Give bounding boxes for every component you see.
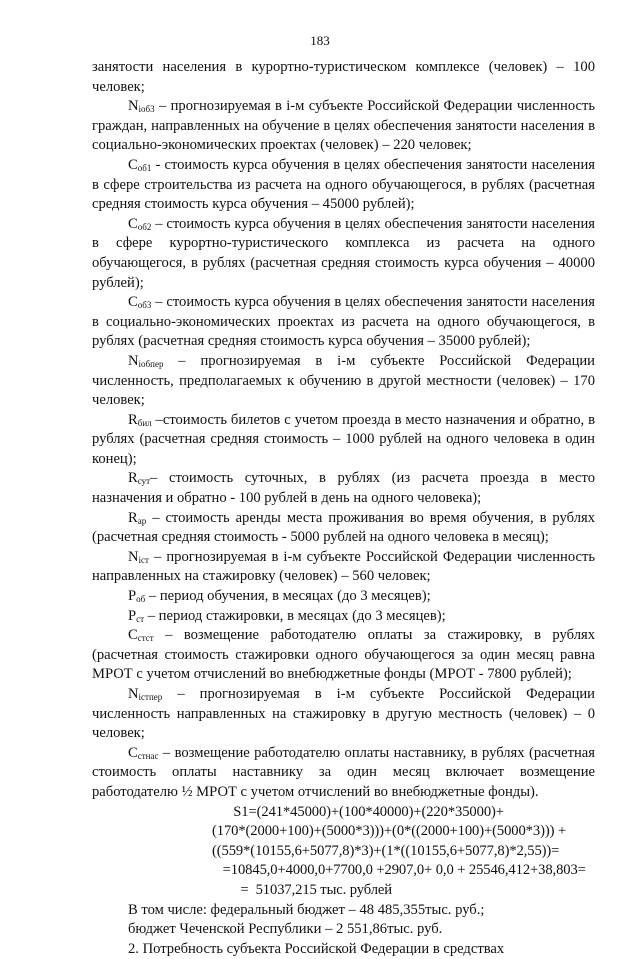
variable-subscript: iстпер: [138, 692, 163, 702]
definition-text: – период обучения, в месяцах (до 3 месяцев);: [145, 588, 431, 605]
definition-paragraph: [92, 607, 595, 627]
variable-subscript: стнас: [137, 750, 159, 761]
variable-subscript: бил: [137, 417, 152, 428]
definition-text: – прогнозируемая в i-м субъекте Российской Федерации численность, предполагаемых к обучению в другой местности (человек) – 170 человек;: [92, 352, 595, 409]
formula-line: ((559*(10155,6+5077,8)*3)+(1*((10155,6+5077,8)*2,55))=: [212, 842, 560, 859]
definition-paragraph: [92, 58, 595, 97]
variable-symbol: R: [128, 509, 138, 526]
definition-text: - стоимость курса обучения в целях обеспечения занятости населения в сфере строительства из расчета на одного обучающегося, в рублях (расчетная средняя стоимость курса обучения – 45000 рублей);: [92, 156, 595, 213]
definition-paragraph: [92, 744, 595, 803]
variable-symbol: N: [128, 98, 139, 115]
variable-subscript: oб1: [137, 162, 152, 173]
definition-paragraph: [92, 293, 595, 352]
definition-paragraph: [92, 97, 595, 156]
variable-subscript: стст: [137, 633, 154, 644]
final-paragraph: 2. Потребность субъекта Российской Федерации в средствах: [128, 940, 505, 957]
definition-text: – стоимость курса обучения в целях обеспечения занятости населения в сфере курортно-туристического комплекса из расчета на одного обучающегося, в рублях (расчетная средняя стоимость курса обучения – 40000 рублей);: [92, 215, 595, 291]
document-body: [92, 58, 595, 959]
variable-symbol: N: [128, 548, 139, 565]
variable-subscript: об: [136, 594, 146, 605]
definition-text: – возмещение работодателю оплаты за стажировку, в рублях (расчетная стоимость стажировки одного обучающегося за один месяц равна МРОТ с учетом отчислений во внебюджетные фонды (МРОТ - 7800 рублей);: [92, 627, 595, 683]
definition-text: – стоимость курса обучения в целях обеспечения занятости населения в социально-экономических проектах из расчета на одного обучающегося, в рублях (расчетная средняя стоимость курса обучения – 35000 рублей);: [92, 294, 595, 350]
variable-subscript: ioб3: [138, 104, 155, 115]
definition-text: – прогнозируемая в i-м субъекте Российской Федерации численность направленных на стажировку в другую местность (человек) – 0 человек;: [92, 686, 595, 742]
variable-symbol: P: [128, 607, 137, 624]
definition-text: – период стажировки, в месяцах (до 3 месяцев);: [144, 607, 446, 624]
definition-text: – стоимость суточных, в рублях (из расчета проезда в место назначения и обратно - 100 рублей в день на одного человека);: [92, 470, 595, 507]
definition-paragraph: [92, 548, 595, 587]
formula-line: S1=(241*45000)+(100*40000)+(220*35000)+: [212, 803, 504, 820]
variable-subscript: iст: [138, 554, 149, 565]
variable-symbol: R: [128, 411, 138, 428]
definitions-list: [92, 58, 595, 803]
totals-federal: В том числе: федеральный бюджет – 48 485,355тыс. руб.;: [128, 901, 485, 918]
variable-subscript: ioбпер: [138, 358, 164, 369]
variable-subscript: сут: [137, 476, 151, 487]
formula-line: (170*(2000+100)+(5000*3)))+(0*((2000+100)+(5000*3))) +: [212, 823, 567, 840]
variable-symbol: P: [128, 588, 137, 605]
variable-symbol: C: [128, 294, 138, 311]
variable-symbol: C: [128, 627, 138, 644]
definition-text: – возмещение работодателю оплаты наставнику, в рублях (расчетная стоимость оплаты наставнику за один месяц включает возмещение работодателю ½ МРОТ с учетом отчислений во внебюджетные фонды).: [92, 744, 595, 800]
definition-text: – прогнозируемая в i-м субъекте Российской Федерации численность граждан, направленных на обучение в целях обеспечения занятости населения в социально-экономических проектах (человек) – 220 человек;: [92, 98, 595, 154]
variable-symbol: C: [128, 156, 138, 173]
definition-text: занятости населения в курортно-туристическом комплексе (человек) – 100 человек;: [92, 59, 595, 95]
definition-paragraph: [92, 469, 595, 508]
variable-symbol: C: [128, 215, 138, 232]
definition-text: –стоимость билетов с учетом проезда в место назначения и обратно, в рублях (расчетная средняя стоимость – 1000 рублей на одного человека в один конец);: [92, 411, 595, 467]
variable-symbol: R: [128, 470, 138, 487]
variable-symbol: N: [128, 352, 139, 369]
totals-regional: бюджет Чеченской Республики – 2 551,86тыс. руб.: [128, 921, 443, 938]
calculation-formula: [92, 803, 595, 901]
variable-subscript: oб3: [137, 300, 152, 311]
variable-subscript: ар: [137, 515, 147, 526]
definition-paragraph: [92, 411, 595, 470]
variable-subscript: oб2: [137, 221, 152, 232]
definition-paragraph: [92, 509, 595, 548]
definition-paragraph: [92, 156, 595, 215]
definition-paragraph: [92, 626, 595, 685]
definition-paragraph: [92, 685, 595, 744]
formula-line: = 51037,215 тыс. рублей: [212, 881, 392, 898]
definition-paragraph: [92, 215, 595, 293]
page-number: 183: [310, 33, 330, 48]
definition-text: – прогнозируемая в i-м субъекте Российской Федерации численность направленных на стажировку (человек) – 560 человек;: [92, 548, 595, 585]
variable-subscript: ст: [136, 613, 145, 624]
definition-paragraph: [92, 587, 595, 607]
definition-text: – стоимость аренды места проживания во время обучения, в рублях (расчетная средняя стоимость - 5000 рублей на одного человека в месяц);: [92, 509, 595, 546]
formula-line: =10845,0+4000,0+7700,0 +2907,0+ 0,0 + 25546,412+38,803=: [212, 862, 586, 879]
definition-paragraph: [92, 352, 595, 411]
variable-symbol: C: [128, 744, 138, 761]
variable-symbol: N: [128, 686, 139, 702]
